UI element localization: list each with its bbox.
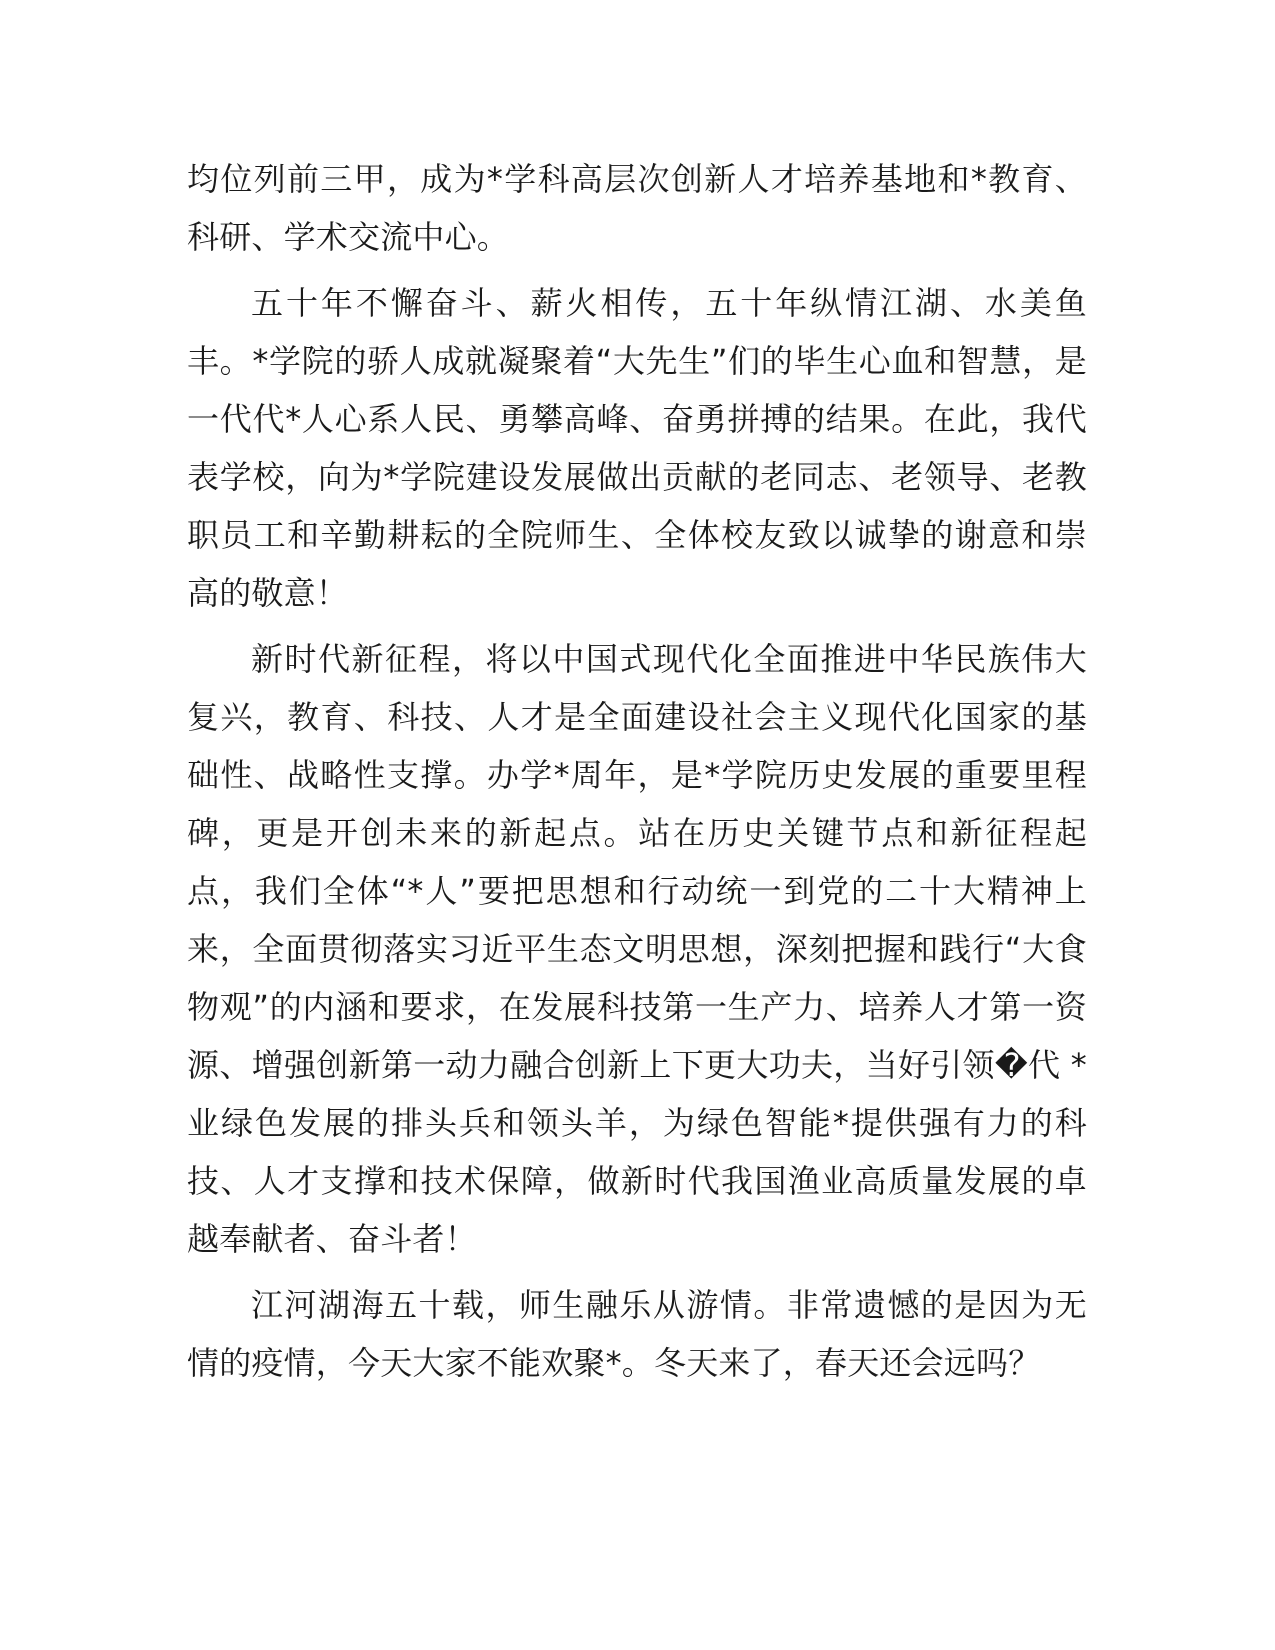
paragraph-2: 五十年不懈奋斗、薪火相传，五十年纵情江湖、水美鱼丰。*学院的骄人成就凝聚着“大先生”们的毕生心血和智慧，是一代代*人心系人民、勇攀高峰、奋勇拼搏的结果。在此，我代表学校，向为*学院建设发展做出贡献的老同志、老领导、老教职员工和辛勤耕耘的全院师生、全体校友致以诚挚的谢意和崇高的敬意！ [187, 284, 1087, 612]
paragraph-3: 新时代新征程，将以中国式现代化全面推进中华民族伟大复兴，教育、科技、人才是全面建设社会主义现代化国家的基础性、战略性支撑。办学*周年，是*学院历史发展的重要里程碑，更是开创未来的新起点。站在历史关键节点和新征程起点，我们全体“*人”要把思想和行动统一到党的二十大精神上来，全面贯彻落实习近平生态文明思想，深刻把握和践行“大食物观”的内涵和要求，在发展科技第一生产力、培养人才第一资源、增强创新第一动力融合创新上下更大功夫，当好引领�代 *业绿色发展的排头兵和领头羊，为绿色智能*提供强有力的科技、人才支撑和技术保障，做新时代我国渔业高质量发展的卓越奉献者、奋斗者！ [187, 640, 1087, 1258]
paragraph-1: 均位列前三甲，成为*学科高层次创新人才培养基地和*教育、科研、学术交流中心。 [187, 160, 1087, 256]
document-body [187, 150, 1087, 1400]
paragraph-4: 江河湖海五十载，师生融乐从游情。非常遗憾的是因为无情的疫情，今天大家不能欢聚*。冬天来了，春天还会远吗？ [187, 1286, 1087, 1382]
